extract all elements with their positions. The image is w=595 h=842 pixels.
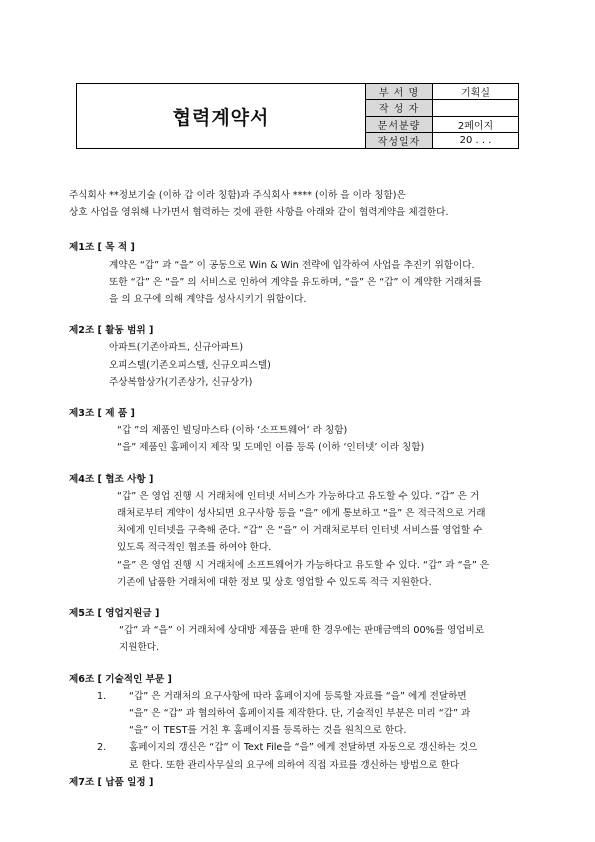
item-line: “을” 이 TEST를 거친 후 홈페이지를 등록하는 것을 원칙으로 한다. (129, 725, 407, 737)
article-line: “갑” 은 영업 진행 시 거래처에 인터넷 서비스가 가능하다고 유도할 수 있다. “갑” 은 거 (117, 490, 480, 502)
item-line: “갑” 은 거래처의 요구사항에 따라 홈페이지에 등록할 자료를 “을” 에게 전달하면 (129, 690, 467, 702)
item-line: “을” 은 “갑” 과 협의하여 홈페이지를 제작한다. 단, 기술적인 부분은 미리 “갑” 과 (129, 708, 471, 720)
article-item-1 (69, 688, 531, 740)
article-6 (69, 671, 531, 774)
article-item-first-line (69, 688, 531, 705)
meta-label: 작성일자 (366, 133, 433, 148)
item-line: 로 한다. 또한 관리사무실의 요구에 의하여 직접 자료를 갱신하는 방법으로 한다 (129, 759, 460, 771)
meta-value (433, 100, 518, 115)
article-line: 계약은 “갑” 과 “을” 이 공동으로 Win & Win 전략에 입각하여 사업을 추진키 위함이다. (109, 259, 475, 271)
article-title: 제6조 [ 기술적인 부문 ] (69, 673, 172, 685)
article-line: 있도록 적극적인 협조를 하여야 한다. (117, 542, 272, 554)
meta-label: 부 서 명 (366, 84, 433, 99)
article-line: 기존에 납품한 거래처에 대한 정보 및 상호 영업할 수 있도록 적극 지원한다. (117, 576, 432, 588)
document-header (76, 83, 519, 149)
item-line: 홈페이지의 갱신은 “갑” 이 Text File을 “을” 에게 전달하면 자동으로 갱신하는 것으 (129, 742, 478, 754)
meta-label: 작 성 자 (366, 100, 433, 115)
meta-row-date (366, 133, 518, 148)
article-line: 처에게 인터넷을 구축해 준다. “갑” 은 “을” 이 거래처로부터 인터넷 서비스를 영업할 수 (117, 525, 483, 537)
meta-row-department (366, 84, 518, 100)
intro-line: 상호 사업을 영위해 나가면서 협력하는 것에 관한 사항을 아래와 같이 협력계약을 체결한다. (69, 207, 449, 219)
document-body (69, 187, 531, 805)
article-4 (69, 471, 531, 591)
article-7 (69, 774, 531, 791)
article-2 (69, 322, 531, 391)
article-line: 아파트(기존아파트, 신규아파트) (109, 342, 244, 354)
meta-row-author (366, 100, 518, 116)
article-item-first-line (69, 739, 531, 756)
meta-value: 20 . . . (459, 134, 492, 146)
intro-paragraph (69, 187, 531, 221)
article-line: 또한 “갑” 은 “을” 의 서비스로 인하여 계약을 유도하며, “을” 은 “갑” 이 계약한 거래처를 (109, 276, 482, 288)
article-line: 지원한다. (119, 642, 160, 654)
document-title: 협력계약서 (172, 106, 270, 129)
article-1 (69, 239, 531, 308)
article-line: “갑 ”의 제품인 빌딩마스타 (이하 ‘소프트웨어’ 라 칭함) (117, 425, 348, 437)
article-title: 제1조 [ 목 적 ] (69, 242, 135, 254)
article-title: 제5조 [ 영업지원금 ] (69, 608, 160, 620)
article-title: 제4조 [ 협조 사항 ] (69, 473, 154, 485)
article-item-2 (69, 739, 531, 773)
item-number: 2. (97, 742, 107, 754)
article-line: 주상복합상가(기존상가, 신규상가) (109, 376, 253, 388)
item-number: 1. (97, 690, 107, 702)
intro-line: 주식회사 **정보기술 (이하 갑 이라 칭함)과 주식회사 **** (이하 을 이라 칭함)은 (69, 190, 406, 201)
article-line: “을” 은 영업 진행 시 거래처에 소프트웨어가 가능하다고 유도할 수 있다. “갑” 과 “을” 은 (117, 559, 490, 571)
article-title: 제3조 [ 제 품 ] (69, 408, 135, 420)
article-line: 을 의 요구에 의해 계약을 성사시키기 위함이다. (109, 294, 307, 306)
article-line: “갑” 과 “을” 이 거래처에 상대방 제품을 판매 한 경우에는 판매금액의 00%를 영업비로 (119, 625, 485, 637)
meta-value: 기획실 (461, 88, 490, 100)
article-line: “을” 제품인 홈페이지 제작 및 도메인 이름 등록 (이하 ‘인터넷’ 이라 칭함) (117, 442, 425, 454)
meta-label: 문서분량 (366, 117, 433, 132)
article-title: 제7조 [ 납품 일정 ] (69, 776, 154, 788)
meta-value: 2페이지 (457, 120, 494, 132)
article-title: 제2조 [ 활동 범위 ] (69, 325, 154, 337)
document-meta-table (365, 84, 518, 148)
article-3 (69, 405, 531, 457)
meta-row-page-count (366, 117, 518, 133)
article-line: 래처로부터 계약이 성사되면 요구사항 등을 “을” 에게 통보하고 “을” 은 적극적으로 거래 (117, 508, 486, 520)
article-5 (69, 605, 531, 657)
article-line: 오피스텔(기존오피스텔, 신규오피스텔) (109, 359, 271, 371)
